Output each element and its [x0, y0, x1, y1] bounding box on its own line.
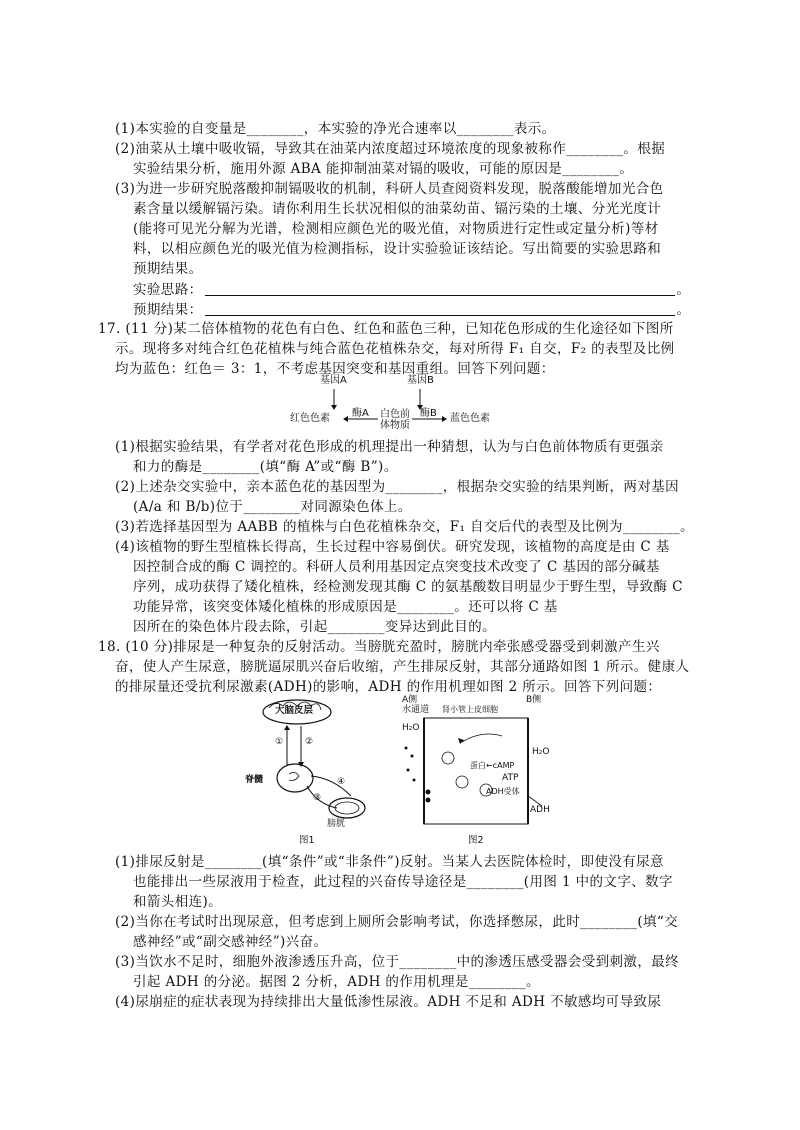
cortex-label: 大脑皮层: [275, 705, 314, 716]
water-channel-label: 水通道: [402, 705, 430, 715]
q17-part4-line3: 序列，成功获得了矮化植株，经检测发现其酶 C 的氨基酸数目明显少于野生型，导致酶 C: [133, 579, 683, 595]
q17-part2-line1: (2)上述杂交实验中，亲本蓝色花的基因型为________，根据杂交实验的结果判断，两对基因: [115, 479, 680, 495]
q17-part4-line1: (4)该植物的野生型植株长得高，生长过程中容易倒伏。研究发现，该植物的高度是由 C 基: [115, 539, 670, 555]
q16-experiment-idea: 实验思路： 。: [133, 282, 691, 298]
q17-stem-line2: 示。现将多对纯合红色花植株与纯合蓝色花植株杂交，每对所得 F₁ 自交，F₂ 的表型及比例: [115, 341, 675, 357]
q16-part1: (1)本实验的自变量是________，本实验的净光合速率以________表示。: [115, 121, 556, 137]
q16-part3-line2: 素含量以缓解镉污染。请你利用生长状况相似的油菜幼苗、镉污染的土壤、分光光度计: [133, 201, 662, 217]
h2o-label-a: H₂O: [402, 723, 420, 733]
q18-part3-line2: 引起 ADH 的分泌。据图 2 分析，ADH 的作用机理是________。: [133, 974, 540, 990]
side-b-label: B侧: [526, 695, 542, 705]
q18-part1-line3: 和箭头相连)。: [133, 894, 223, 910]
gene-b-label: 基因B: [407, 375, 434, 386]
q16-part3-line3: (能将可见光分解为光谱，检测相应颜色光的吸光值，对物质进行定性或定量分析)等材: [133, 221, 659, 237]
q18-part2-line1: (2)当你在考试时出现尿意，但考虑到上厕所会影响考试，你选择憋尿，此时________(填“交: [115, 914, 679, 930]
q16-part2-line2: 实验结果分析，施用外源 ABA 能抑制油菜对镉的吸收，可能的原因是________。: [133, 161, 634, 177]
figure-1-caption: 图1: [299, 835, 315, 846]
precursor-label-1: 白色前: [380, 409, 410, 420]
tubule-cell-label: 肾小管上皮细胞: [442, 705, 498, 714]
q17-part4-line4: 功能异常，该突变体矮化植株的形成原因是________。还可以将 C 基: [133, 599, 558, 615]
answer-blank[interactable]: [205, 303, 675, 316]
q16-result-label: 预期结果：: [133, 302, 203, 318]
q18-part2-line2: 感神经”或“副交感神经”)兴奋。: [133, 934, 328, 950]
precursor-label-2: 体物质: [380, 420, 410, 431]
q17-part4-line5: 因所在的染色体片段去除，引起________变异达到此目的。: [133, 619, 496, 635]
red-pigment-label: 红色色素: [290, 413, 330, 424]
q18-part1-line2: 也能排出一些尿液用于检查，此过程的兴奋传导途径是________(用图 1 中的文字、数字: [133, 874, 673, 890]
figure-2-adh-mechanism: [402, 696, 552, 826]
side-a-label: A侧: [402, 695, 418, 705]
figure-2-caption: 图2: [468, 835, 484, 846]
q18-part1-line1: (1)排尿反射是________(填“条件”或“非条件”)反射。当某人去医院体检时，即使没有尿意: [115, 854, 664, 870]
flower-color-pathway: [290, 375, 530, 431]
q17-part4-line2: 因控制合成的酶 C 调控的。科研人员利用基因定点突变技术改变了 C 基因的部分碱基: [133, 559, 660, 575]
q18-part4-line1: (4)尿崩症的症状表现为持续排出大量低渗性尿液。ADH 不足和 ADH 不敏感均可导致尿: [115, 994, 662, 1010]
figure-1-reflex-pathway: [245, 696, 375, 829]
protein-camp-label: 蛋白←cAMP: [470, 761, 515, 770]
q18-stem-line3: 的排尿量还受抗利尿激素(ADH)的影响，ADH 的作用机理如图 2 所示。回答下列问题：: [115, 679, 662, 695]
bladder-label: 膀胱: [327, 819, 346, 829]
fig1-num-1: ①: [275, 737, 284, 747]
q16-part3-line1: (3)为进一步研究脱落酸抑制镉吸收的机制，科研人员查阅资料发现，脱落酸能增加光合色: [115, 181, 664, 197]
enzyme-a-label: 酶A: [352, 408, 369, 419]
enzyme-b-label: 酶B: [420, 408, 437, 419]
q16-part3-line4: 料，以相应颜色光的吸光值为检测指标，设计实验验证该结论。写出简要的实验思路和: [133, 241, 662, 257]
q17-part1-line1: (1)根据实验结果，有学者对花色形成的机理提出一种猜想，认为与白色前体物质有更强亲: [115, 439, 664, 455]
gene-a-label: 基因A: [320, 375, 347, 386]
q16-part2-line1: (2)油菜从土壤中吸收镉，导致其在油菜内浓度超过环境浓度的现象被称作________。根据: [115, 141, 666, 157]
q17-part1-line2: 和力的酶是________(填“酶 A”或“酶 B”)。: [133, 459, 398, 475]
q18-stem-line2: 奋，使人产生尿意，膀胱逼尿肌兴奋后收缩，产生排尿反射，其部分通路如图 1 所示。健康人: [115, 659, 690, 675]
q16-idea-label: 实验思路：: [133, 282, 203, 298]
q17-stem-line1: 17. (11 分)某二倍体植物的花色有白色、红色和蓝色三种，已知花色形成的生化途径如下图所: [98, 321, 674, 337]
q16-expected-result: 预期结果： 。: [133, 302, 691, 318]
fig1-num-3: ③: [313, 793, 322, 803]
adh-label: ADH: [530, 805, 550, 815]
q16-part3-line5: 预期结果。: [133, 261, 203, 277]
h2o-label-b: H₂O: [532, 747, 550, 757]
fig1-num-2: ②: [305, 737, 314, 747]
q17-part2-line2: (A/a 和 B/b)位于________对同源染色体上。: [133, 499, 412, 515]
q17-part3: (3)若选择基因型为 AABB 的植株与白色花植株杂交，F₁ 自交后代的表型及比例为________。: [115, 519, 695, 535]
q17-stem-line3: 均为蓝色：红色＝ 3：1，不考虑基因突变和基因重组。回答下列问题：: [115, 361, 555, 377]
spinal-cord-label: 脊髓: [245, 775, 264, 785]
answer-blank[interactable]: [205, 283, 675, 296]
adh-receptor-label: ADH受体: [486, 787, 520, 796]
fig1-num-4: ④: [337, 777, 346, 787]
blue-pigment-label: 蓝色色素: [450, 413, 490, 424]
q18-stem-line1: 18. (10 分)排尿是一种复杂的反射活动。当膀胱充盈时，膀胱内牵张感受器受到刺激产生兴: [98, 639, 660, 655]
atp-label: ATP: [502, 773, 519, 783]
q18-part3-line1: (3)当饮水不足时，细胞外液渗透压升高，位于________中的渗透压感受器会受到刺激，最终: [115, 954, 680, 970]
